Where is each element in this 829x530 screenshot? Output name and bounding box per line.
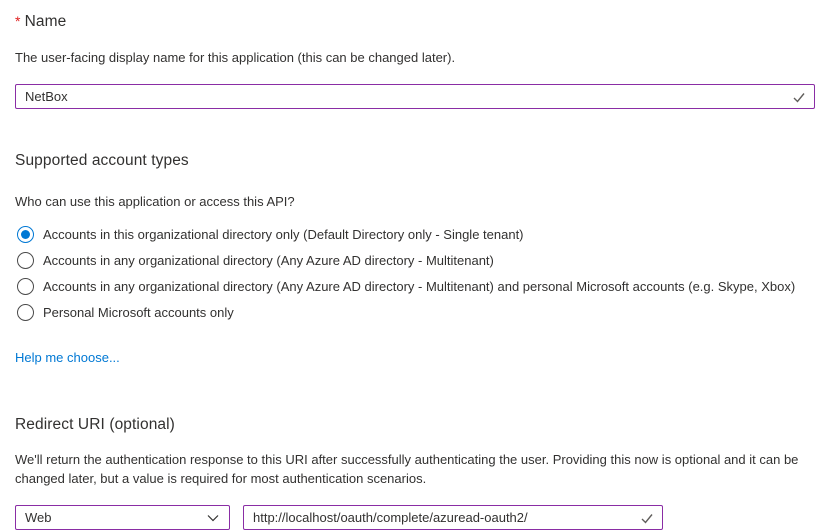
account-types-question: Who can use this application or access this API? — [15, 194, 295, 209]
redirect-uri-heading: Redirect URI (optional) — [15, 416, 175, 433]
radio-option-multitenant-personal[interactable] — [15, 273, 815, 299]
redirect-uri-description: We'll return the authentication response to this URI after successfully authenticating the user. Providing this now is optional and it can be changed later, but a value is required for most authentication scenarios. — [15, 452, 799, 486]
radio-button-icon[interactable] — [17, 278, 34, 295]
radio-option-label: Personal Microsoft accounts only — [43, 304, 234, 320]
redirect-uri-input[interactable] — [243, 505, 663, 530]
redirect-uri-input-wrap — [243, 505, 663, 530]
name-input[interactable] — [15, 84, 815, 109]
supported-account-types-heading: Supported account types — [15, 152, 189, 169]
radio-button-icon[interactable] — [17, 252, 34, 269]
name-input-wrap — [15, 84, 815, 109]
platform-selected-value: Web — [25, 510, 52, 525]
account-types-radio-group — [15, 221, 815, 325]
platform-select-dropdown[interactable] — [15, 505, 230, 530]
radio-button-icon[interactable] — [17, 226, 34, 243]
radio-option-multitenant[interactable] — [15, 247, 815, 273]
required-asterisk: * — [15, 13, 21, 29]
radio-option-label: Accounts in any organizational directory (Any Azure AD directory - Multitenant) — [43, 252, 494, 268]
help-me-choose-link[interactable]: Help me choose... — [15, 350, 120, 365]
chevron-down-icon — [206, 511, 220, 525]
radio-option-single-tenant[interactable] — [15, 221, 815, 247]
radio-option-personal-only[interactable] — [15, 299, 815, 325]
redirect-uri-controls — [15, 505, 815, 530]
radio-button-icon[interactable] — [17, 304, 34, 321]
radio-option-label: Accounts in any organizational directory (Any Azure AD directory - Multitenant) and personal Microsoft accounts (e.g. Skype, Xbox) — [43, 278, 796, 294]
name-section-heading — [15, 13, 815, 31]
name-heading-label: Name — [24, 13, 67, 30]
name-hint-text: The user-facing display name for this application (this can be changed later). — [15, 50, 456, 65]
radio-option-label: Accounts in this organizational directory only (Default Directory only - Single tenant) — [43, 226, 524, 242]
